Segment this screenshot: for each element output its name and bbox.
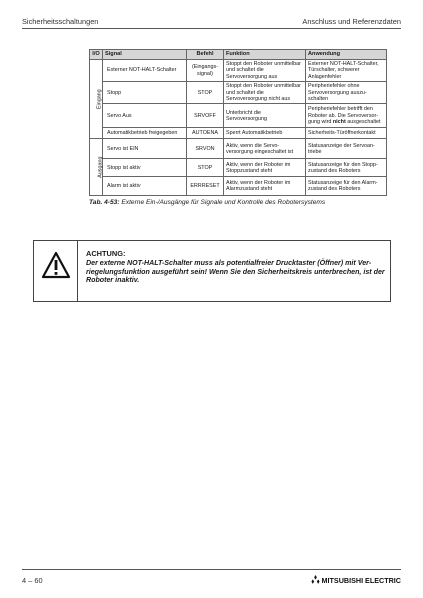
header-divider: [22, 28, 401, 29]
column-header-command: Befehl: [187, 50, 224, 60]
application-cell: Statusanzeige der Servoan-triebe: [306, 139, 387, 159]
table-row: [90, 128, 387, 139]
function-cell: Aktiv, wenn die Servo-versorgung eingeschaltet ist: [224, 139, 306, 159]
table-row: [90, 82, 387, 104]
io-signal-table-container: [89, 49, 386, 196]
table-row: [90, 60, 387, 82]
function-cell: Sperrt Automatikbetrieb: [224, 128, 306, 139]
column-header-application: Anwendung: [306, 50, 387, 60]
warning-triangle-icon: [41, 251, 71, 279]
table-row: [90, 159, 387, 177]
warning-body: Der externe NOT-HALT-Schalter muss als potentialfreier Drucktaster (Öffner) mit Ver-riegelungsfunktion ausgeführt sein! Wenn Sie den Sicherheitskreis unterbrechen, ist der Roboter inaktiv.: [86, 258, 385, 285]
application-cell: Externer NOT-HALT-Schalter, Türschalter, schwerer Anlagenfehler: [306, 60, 387, 82]
function-cell: Unterbricht die Servoversorgung: [224, 104, 306, 128]
command-cell: SRVON: [187, 139, 224, 159]
header-section-title: Sicherheitsschaltungen: [22, 17, 99, 26]
application-cell: Statusanzeige für den Stopp-zustand des Roboters: [306, 159, 387, 177]
signal-cell: Alarm ist aktiv: [103, 177, 187, 196]
table-caption-number: Tab. 4-53:: [89, 199, 120, 206]
table-header-row: [90, 50, 387, 60]
function-cell: Aktiv, wenn der Roboter im Stoppzustand steht: [224, 159, 306, 177]
group-label-output: Ausgang: [90, 139, 103, 196]
function-cell: Stoppt den Roboter unmittelbar und schaltet die Servoversorgung aus: [224, 60, 306, 82]
warning-icon-cell: [34, 241, 78, 302]
command-cell: (Eingangs-signal): [187, 60, 224, 82]
application-cell: Statusanzeige für den Alarm-zustand des Roboters: [306, 177, 387, 196]
warning-text: [86, 250, 386, 285]
table-row: [90, 177, 387, 196]
table-row: [90, 104, 387, 128]
function-cell: Stoppt den Roboter unmittelbar und schaltet die Servoversorgung nicht aus: [224, 82, 306, 104]
warning-title: ACHTUNG:: [86, 249, 126, 258]
warning-box: [33, 240, 391, 302]
io-signal-table: [89, 49, 387, 196]
command-cell: SRVOFF: [187, 104, 224, 128]
column-header-io: I/O: [90, 50, 103, 60]
column-header-signal: Signal: [103, 50, 187, 60]
signal-cell: Stopp: [103, 82, 187, 104]
footer-divider: [22, 569, 401, 570]
brand-name: MITSUBISHI ELECTRIC: [321, 576, 401, 585]
command-cell: STOP: [187, 159, 224, 177]
page-number: 4 – 60: [22, 576, 43, 585]
command-cell: AUTOENA: [187, 128, 224, 139]
application-cell: Sicherheits-Türöffnerkontakt: [306, 128, 387, 139]
table-row: [90, 139, 387, 159]
application-cell: Peripheriefehler ohne Servoversorgung auszu-schalten: [306, 82, 387, 104]
signal-cell: Servo Aus: [103, 104, 187, 128]
table-caption: [89, 199, 409, 206]
signal-cell: Servo ist EIN: [103, 139, 187, 159]
header-chapter-title: Anschluss und Referenzdaten: [302, 17, 401, 26]
signal-cell: Automatikbetrieb freigegeben: [103, 128, 187, 139]
application-cell: Peripheriefehler betrifft den Roboter ab. Die Servoversor-gung wird nicht ausgeschaltet: [306, 104, 387, 128]
brand-logo: [310, 575, 401, 585]
signal-cell: Externer NOT-HALT-Schalter: [103, 60, 187, 82]
signal-cell: Stopp ist aktiv: [103, 159, 187, 177]
column-header-function: Funktion: [224, 50, 306, 60]
function-cell: Aktiv, wenn der Roboter im Alarmzustand steht: [224, 177, 306, 196]
command-cell: ERRRESET: [187, 177, 224, 196]
table-caption-text: Externe Ein-/Ausgänge für Signale und Kontrolle des Robotersystems: [121, 199, 326, 206]
mitsubishi-diamonds-icon: [310, 575, 321, 584]
group-label-input: Eingang: [90, 60, 103, 139]
command-cell: STOP: [187, 82, 224, 104]
